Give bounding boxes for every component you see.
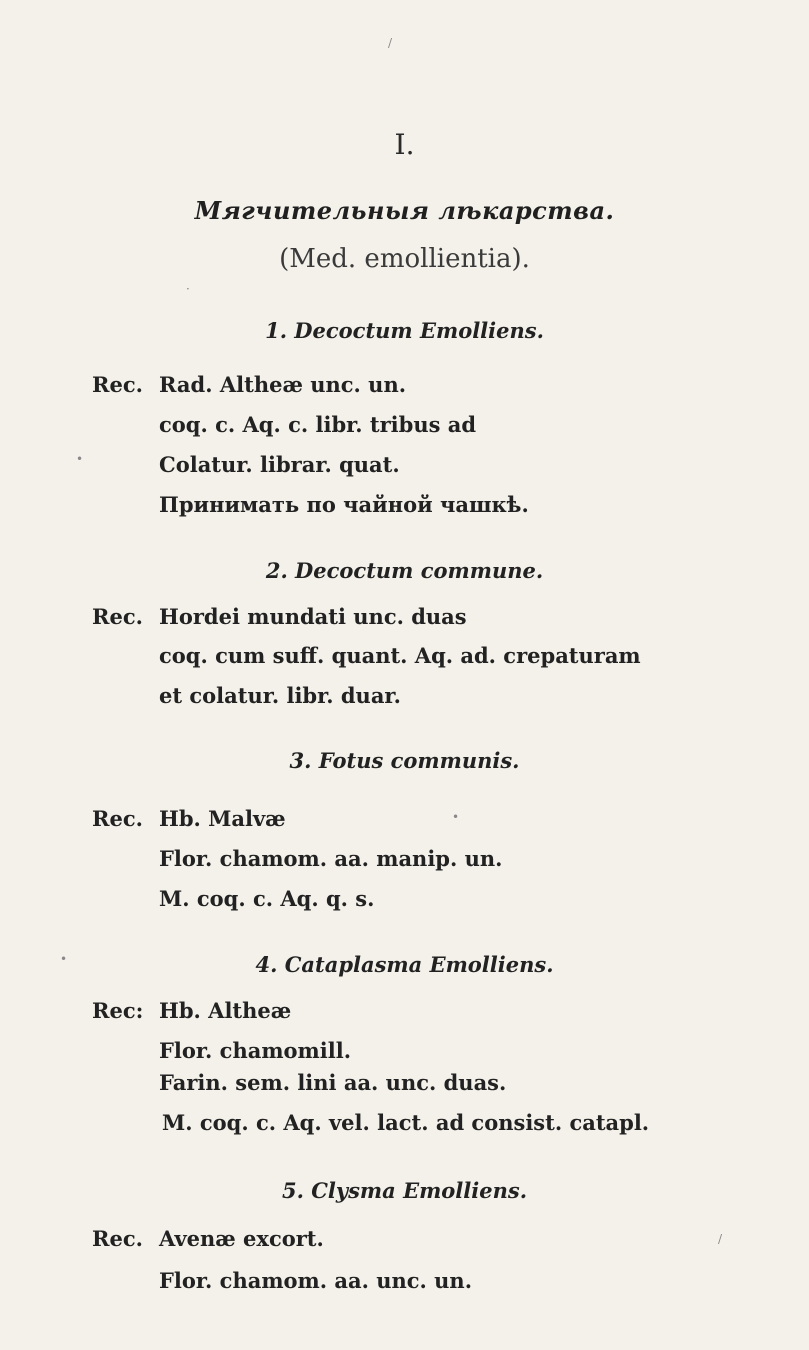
recipe-3-line-2: Flor. chamom. aa. manip. un. <box>159 846 503 871</box>
page-title-russian: Мягчительныя лѣкарства. <box>194 196 615 225</box>
recipe-4-rec-label: Rec: <box>92 998 144 1023</box>
recipe-1-line-2: coq. c. Aq. c. libr. tribus ad <box>159 412 477 437</box>
recipe-5-line-1: Avenæ excort. <box>159 1226 324 1251</box>
recipe-5-rec-label: Rec. <box>92 1226 143 1251</box>
recipe-1-rec-label: Rec. <box>92 372 143 397</box>
recipe-2-rec-label: Rec. <box>92 604 143 629</box>
recipe-2-line-2: coq. cum suff. quant. Aq. ad. crepaturam <box>159 643 641 668</box>
recipe-5-line-2: Flor. chamom. aa. unc. un. <box>159 1268 473 1293</box>
recipe-2-line-3: et colatur. libr. duar. <box>159 683 401 708</box>
recipe-3-heading: 3. Fotus communis. <box>289 748 520 773</box>
paper-speck: / <box>388 36 393 50</box>
recipe-2-heading: 2. Decoctum commune. <box>265 558 544 583</box>
paper-speck: • <box>452 810 460 824</box>
recipe-4-line-4: M. coq. c. Aq. vel. lact. ad consist. catapl. <box>162 1110 650 1135</box>
recipe-1-line-3: Colatur. librar. quat. <box>159 452 400 477</box>
page-title-latin: (Med. emollientia). <box>279 244 530 274</box>
paper-speck: · <box>186 282 190 296</box>
recipe-1-heading: 1. Decoctum Emolliens. <box>265 318 544 343</box>
paper-speck: / <box>718 1232 723 1246</box>
recipe-5-heading: 5. Clysma Emolliens. <box>281 1178 528 1203</box>
recipe-4-line-2: Flor. chamomill. <box>159 1038 352 1063</box>
recipe-4-line-3: Farin. sem. lini aa. unc. duas. <box>159 1070 507 1095</box>
recipe-4-heading: 4. Cataplasma Emolliens. <box>255 952 554 977</box>
recipe-1-line-1: Rad. Altheæ unc. un. <box>159 372 407 397</box>
recipe-1-line-4: Принимать по чайной чашкѣ. <box>159 492 529 517</box>
recipe-3-line-1: Hb. Malvæ <box>159 806 286 831</box>
paper-speck: • <box>76 452 84 466</box>
recipe-3-rec-label: Rec. <box>92 806 143 831</box>
recipe-3-line-3: M. coq. c. Aq. q. s. <box>159 886 375 911</box>
paper-speck: • <box>60 952 68 966</box>
recipe-4-line-1: Hb. Altheæ <box>159 998 292 1023</box>
page-number: I. <box>394 128 415 161</box>
recipe-2-line-1: Hordei mundati unc. duas <box>159 604 467 629</box>
